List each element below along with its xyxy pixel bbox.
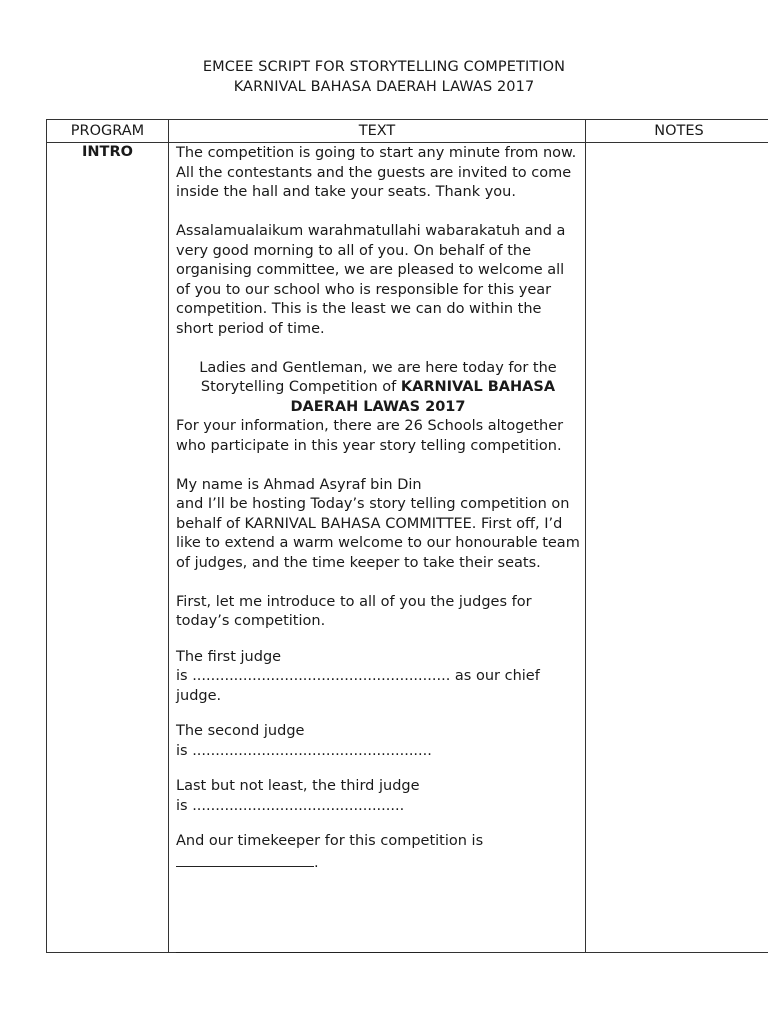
paragraph-timekeeper [176, 832, 580, 873]
table-row [47, 143, 768, 953]
event-name-bold: KARNIVAL BAHASA DAERAH LAWAS 2017 [290, 379, 556, 415]
column-header-text: TEXT [169, 120, 586, 143]
third-judge-label: Last but not least, the third judge [176, 778, 420, 794]
column-header-notes: NOTES [586, 120, 768, 143]
document-subtitle: KARNIVAL BAHASA DAERAH LAWAS 2017 [233, 79, 535, 95]
paragraph-third-judge [176, 777, 580, 816]
first-judge-blank: is ........................................................ as our chief judge. [176, 668, 540, 704]
text-cell [169, 143, 586, 953]
script-table [46, 119, 768, 953]
paragraph-schools-info: For your information, there are 26 Schools altogether who participate in this year story telling competition. [176, 418, 564, 454]
column-header-program: PROGRAM [47, 120, 169, 143]
first-judge-label: The first judge [176, 648, 282, 665]
paragraph-host-intro [176, 476, 580, 574]
paragraph-opening: The competition is going to start any minute from now. All the contestants and the guests are invited to come inside the hall and take your seats. Thank you. [176, 145, 577, 200]
timekeeper-period: . [314, 854, 319, 871]
paragraph-greeting: Assalamualaikum warahmatullahi wabarakatuh and a very good morning to all of you. On behalf of the organising committee, we are pleased to welcome all of you to our school who is responsible for this year competition. This is the least we can do within the short period of time. [176, 223, 566, 337]
event-lead-text: Ladies and Gentleman, we are here today for the Storytelling Competition of [199, 359, 557, 395]
paragraph-first-judge [176, 648, 580, 707]
second-judge-blank: is .................................................... [176, 742, 432, 759]
timekeeper-blank-line [176, 852, 314, 867]
notes-cell [586, 143, 768, 953]
program-cell: INTRO [47, 143, 169, 953]
third-judge-blank: is .............................................. [176, 797, 405, 814]
signature-blank-line [176, 952, 440, 953]
paragraph-second-judge [176, 722, 580, 761]
paragraph-event-name [176, 359, 580, 418]
host-name-line: My name is Ahmad Asyraf bin Din [176, 476, 422, 493]
table-header-row [47, 120, 768, 143]
host-rest-text: and I’ll be hosting Today’s story telling competition on behalf of KARNIVAL BAHASA COMMITTEE. First off, I’d like to extend a warm welcome to our honourable team of judges, and the time keeper to take their seats. [176, 496, 580, 571]
paragraph-judges-intro: First, let me introduce to all of you the judges for today’s competition. [176, 593, 532, 629]
document-title: EMCEE SCRIPT FOR STORYTELLING COMPETITION [202, 59, 566, 75]
second-judge-label: The second judge [176, 723, 305, 739]
timekeeper-label: And our timekeeper for this competition is [176, 833, 484, 849]
